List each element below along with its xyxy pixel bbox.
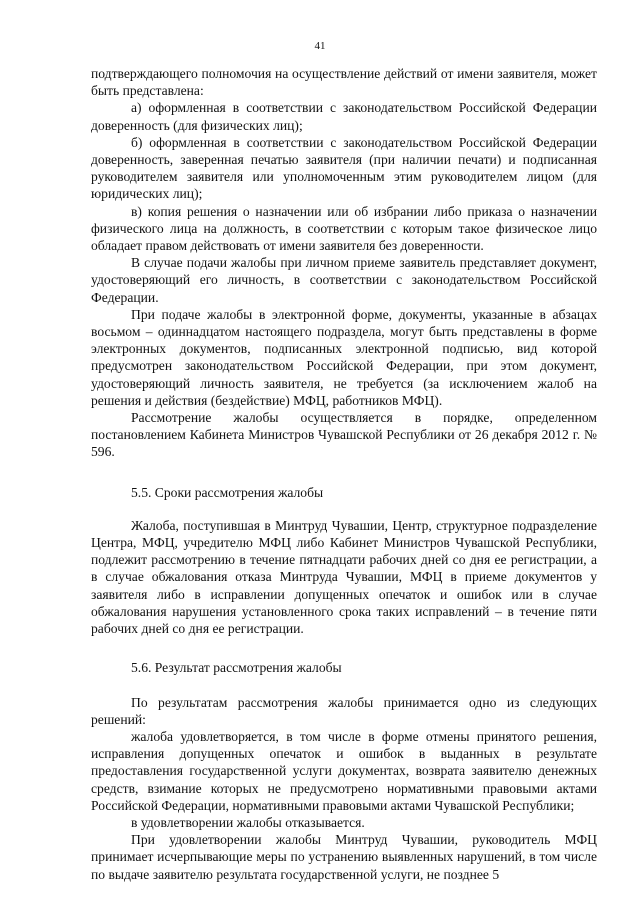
paragraph: подтверждающего полномочия на осуществление действий от имени заявителя, может быть представлена: <box>91 66 597 99</box>
spacer <box>91 637 597 659</box>
paragraph: а) оформленная в соответствии с законодательством Российской Федерации доверенность (для физических лиц); <box>91 100 597 133</box>
spacer <box>91 677 597 694</box>
document-body <box>91 65 597 883</box>
paragraph: б) оформленная в соответствии с законодательством Российской Федерации доверенность, заверенная печатью заявителя (при наличии печати) и подписанная руководителем заявителя или уполномоченным этим руководителем лицом (для юридических лиц); <box>91 134 597 202</box>
spacer <box>91 461 597 484</box>
paragraph: Жалоба, поступившая в Минтруд Чувашии, Центр, структурное подразделение Центра, МФЦ, учредителю МФЦ либо Кабинет Министров Чувашской Республики, подлежит рассмотрению в течение пятнадцати рабочих дней со дня ее регистрации, а в случае обжалования отказа Минтруда Чувашии, МФЦ в приеме документов у заявителя либо в исправлении допущенных опечаток и ошибок или в случае обжалования нарушения установленного срока таких исправлений – в течение пяти рабочих дней со дня ее регистрации. <box>91 517 597 637</box>
paragraph: Рассмотрение жалобы осуществляется в порядке, определенном постановлением Кабинета Министров Чувашской Республики от 26 декабря 2012 г. № 596. <box>91 410 597 460</box>
paragraph: жалоба удовлетворяется, в том числе в форме отмены принятого решения, исправления допущенных опечаток и ошибок в выданных в результате предоставления государственной услуги документах, возврата заявителю денежных средств, взимание которых не предусмотрено нормативными правовыми актами Российской Федерации, нормативными правовыми актами Чувашской Республики; <box>91 728 597 813</box>
paragraph: При подаче жалобы в электронной форме, документы, указанные в абзацах восьмом – одиннадцатом настоящего подраздела, могут быть представлены в форме электронных документов, подписанных электронной подписью, вид которой предусмотрен законодательством Российской Федерации, при этом документ, удостоверяющий личность заявителя, не требуется (за исключением жалоб на решения и действия (бездействие) МФЦ, работников МФЦ). <box>91 306 597 408</box>
paragraph: в) копия решения о назначении или об избрании либо приказа о назначении физического лица на должность, в соответствии с которым такое физическое лицо обладает правом действовать от имени заявителя без доверенности. <box>91 203 597 254</box>
section-heading: 5.5. Сроки рассмотрения жалобы <box>131 484 324 500</box>
paragraph: В случае подачи жалобы при личном приеме заявитель представляет документ, удостоверяющий его личность, в соответствии с законодательством Российской Федерации. <box>91 255 597 305</box>
page-number: 41 <box>314 40 326 52</box>
section-heading: 5.6. Результат рассмотрения жалобы <box>131 660 342 676</box>
paragraph: в удовлетворении жалобы отказывается. <box>131 814 365 830</box>
paragraph: При удовлетворении жалобы Минтруд Чувашии, руководитель МФЦ принимает исчерпывающие меры по устранению выявленных нарушений, в том числе по выдаче заявителю результата государственной услуги, не позднее 5 <box>91 832 597 882</box>
spacer <box>91 501 597 517</box>
paragraph: По результатам рассмотрения жалобы принимается одно из следующих решений: <box>91 694 597 727</box>
